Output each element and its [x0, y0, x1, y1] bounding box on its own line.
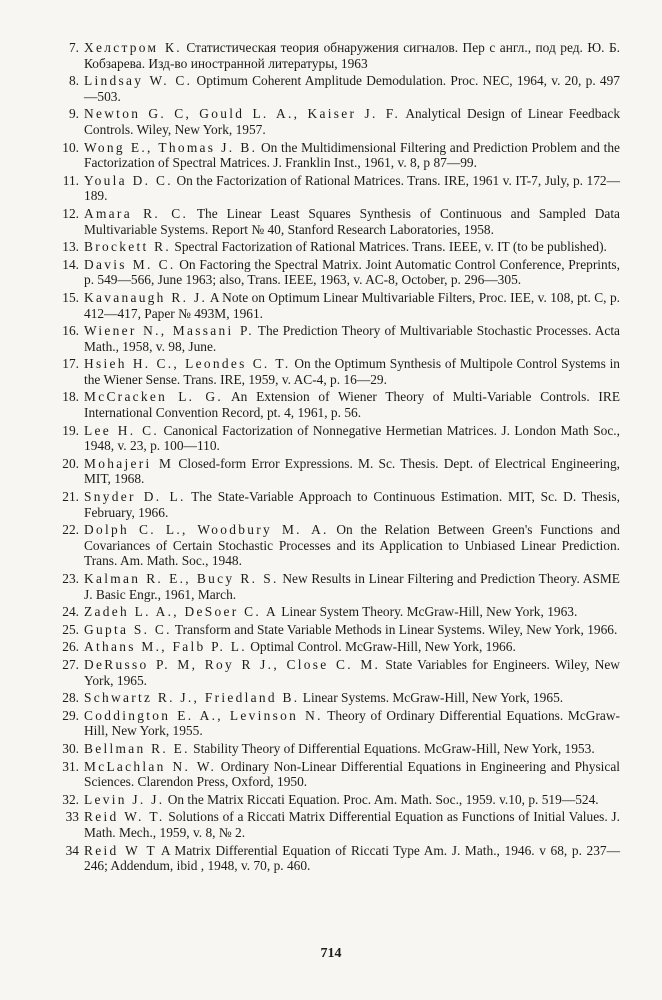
reference-title: Ordinary Non-Linear Differential Equations in Engineering and Physical Sciences. Clarendon Press, Oxford, 1950. — [84, 758, 620, 790]
reference-title: Stability Theory of Differential Equations. McGraw-Hill, New York, 1953. — [193, 740, 595, 756]
reference-text — [84, 140, 620, 171]
reference-number: 34 — [65, 842, 79, 858]
reference-item — [54, 456, 620, 487]
reference-title: An Extension of Wiener Theory of Multi-Variable Controls. IRE International Convention Record, pt. 4, 1961, p. 56. — [84, 389, 621, 421]
reference-text — [84, 456, 620, 487]
reference-text — [84, 73, 620, 104]
reference-title: New Results in Linear Filtering and Prediction Theory. ASME J. Basic Engr., 1961, March. — [84, 571, 620, 602]
reference-author: Kavanaugh R. J. — [84, 289, 208, 305]
reference-text — [84, 708, 620, 739]
reference-item — [54, 40, 620, 71]
reference-author: Kalman R. E., Bucy R. S. — [84, 571, 279, 586]
reference-author: Mohajeri M — [84, 455, 174, 471]
reference-list — [54, 40, 620, 876]
reference-author: Lee H. C. — [84, 422, 159, 438]
reference-author: Reid W. T. — [84, 809, 165, 825]
reference-item — [54, 690, 620, 706]
reference-author: Wong E., Thomas J. B. — [84, 139, 258, 155]
reference-text — [84, 106, 620, 137]
reference-item — [54, 792, 620, 808]
reference-item — [54, 323, 620, 354]
reference-item — [54, 423, 620, 454]
reference-title: Solutions of a Riccati Matrix Differential Equation as Functions of Initial Values. J. Math. Mech., 1959, v. 8, № 2. — [84, 809, 620, 840]
reference-item — [54, 106, 620, 137]
reference-text — [84, 741, 620, 757]
reference-author: Zadeh L. A., DeSoer C. A — [84, 604, 278, 620]
reference-item — [54, 389, 620, 420]
reference-item — [54, 622, 620, 638]
reference-author: Davis M. C. — [84, 256, 176, 272]
reference-number: 18. — [62, 389, 79, 405]
reference-number: 32. — [62, 791, 79, 807]
reference-title: Статистическая теория обнаружения сигналов. Пер с англ., под ред. Ю. Б. Кобзарева. Изд-во иностранной литературы, 1963 — [84, 40, 620, 71]
reference-author: Schwartz R. J., Friedland B. — [84, 690, 300, 706]
reference-title: The Linear Least Squares Synthesis of Continuous and Sampled Data Multivariable Systems. Report № 40, Stanford Research Laboratories, 1958. — [84, 205, 620, 237]
reference-item — [54, 741, 620, 757]
reference-number: 20. — [62, 455, 79, 471]
reference-text — [84, 423, 620, 454]
reference-number: 21. — [62, 489, 79, 505]
reference-text — [84, 356, 620, 387]
reference-text — [84, 639, 620, 655]
reference-item — [54, 356, 620, 387]
reference-title: Theory of Ordinary Differential Equations. McGraw-Hill, New York, 1955. — [84, 707, 620, 739]
reference-item — [54, 290, 620, 321]
reference-text — [84, 571, 620, 602]
reference-author: Hsieh H. C., Leondes C. T. — [84, 356, 291, 372]
reference-title: On the Optimum Synthesis of Multipole Control Systems in the Wiener Sense. Trans. IRE, 1959, v. AC-4, p. 16—29. — [84, 356, 620, 387]
reference-item — [54, 759, 620, 790]
reference-title: Canonical Factorization of Nonnegative Hermetian Matrices. J. London Math Soc., 1948, v. 23, p. 100—110. — [84, 422, 620, 454]
reference-text — [84, 389, 620, 420]
reference-text — [84, 206, 620, 237]
reference-number: 30. — [62, 740, 79, 756]
reference-author: Athans M., Falb P. L. — [84, 639, 247, 655]
reference-number: 22. — [62, 522, 79, 538]
reference-text — [84, 843, 620, 874]
reference-number: 15. — [62, 289, 79, 305]
reference-item — [54, 140, 620, 171]
reference-number: 7. — [68, 40, 79, 55]
reference-item — [54, 809, 620, 840]
reference-title: The Prediction Theory of Multivariable Stochastic Processes. Acta Math., 1958, v. 98, June. — [84, 323, 621, 354]
reference-number: 33 — [65, 809, 79, 825]
reference-author: McLachlan N. W. — [84, 758, 217, 774]
reference-text — [84, 239, 620, 255]
reference-title: Analytical Design of Linear Feedback Controls. Wiley, New York, 1957. — [84, 106, 621, 137]
reference-item — [54, 73, 620, 104]
reference-author: Brockett R. — [84, 239, 172, 255]
reference-number: 27. — [62, 656, 79, 672]
reference-author: Levin J. J. — [84, 791, 165, 807]
reference-text — [84, 792, 620, 808]
reference-number: 12. — [62, 205, 79, 221]
reference-number: 31. — [62, 758, 79, 774]
reference-text — [84, 489, 620, 520]
reference-number: 13. — [62, 239, 79, 255]
reference-title: A Note on Optimum Linear Multivariable Filters, Proc. IEE, v. 108, pt. C, p. 412—417, Paper № 493M, 1961. — [84, 289, 620, 321]
reference-number: 8. — [68, 73, 79, 89]
reference-number: 24. — [62, 604, 79, 620]
reference-item — [54, 206, 620, 237]
reference-author: Newton G. C, Gould L. A., Kaiser J. F. — [84, 106, 401, 122]
reference-author: Youla D. C. — [84, 172, 173, 188]
reference-title: The State-Variable Approach to Continuous Estimation. MIT, Sc. D. Thesis, February, 1966. — [84, 489, 620, 520]
reference-title: Linear System Theory. McGraw-Hill, New York, 1963. — [281, 604, 578, 620]
reference-title: On the Factorization of Rational Matrices. Trans. IRE, 1961 v. IT-7, July, p. 172—189. — [84, 172, 620, 204]
reference-text — [84, 657, 620, 688]
reference-text — [84, 759, 620, 790]
reference-item — [54, 843, 620, 874]
reference-number: 25. — [62, 621, 79, 637]
reference-author: Reid W T — [84, 842, 157, 858]
reference-author: Хелстром К. — [84, 40, 182, 55]
reference-item — [54, 708, 620, 739]
reference-text — [84, 690, 620, 706]
reference-author: Lindsay W. C. — [84, 73, 193, 89]
reference-title: On the Multidimensional Filtering and Prediction Problem and the Factorization of Spectral Matrices. J. Franklin Inst., 1961, v. 8, p 87—99. — [84, 139, 620, 171]
reference-number: 14. — [62, 256, 79, 272]
reference-number: 26. — [62, 639, 79, 655]
reference-number: 10. — [62, 139, 79, 155]
reference-text — [84, 40, 620, 71]
reference-title: Transform and State Variable Methods in Linear Systems. Wiley, New York, 1966. — [174, 621, 618, 637]
reference-author: Wiener N., Massani P. — [84, 323, 254, 339]
reference-number: 19. — [62, 422, 79, 438]
reference-text — [84, 809, 620, 840]
reference-author: McCracken L. G. — [84, 389, 223, 405]
reference-item — [54, 173, 620, 204]
reference-title: A Matrix Differential Equation of Riccati Type Am. J. Math., 1946. v 68, p. 237—246; Addendum, ibid , 1948, v. 70, p. 460. — [84, 842, 621, 874]
reference-author: Dolph C. L., Woodbury M. A. — [84, 522, 329, 538]
reference-title: On Factoring the Spectral Matrix. Joint Automatic Control Conference, Preprints, p. 549—566, June 1963; also, Trans. IEEE, 1963, v. AC-8, October, p. 296—305. — [84, 256, 620, 288]
reference-item — [54, 639, 620, 655]
reference-title: State Variables for Engineers. Wiley, New York, 1965. — [84, 656, 620, 688]
reference-title: Closed-form Error Expressions. M. Sc. Thesis. Dept. of Electrical Engineering, MIT, 1968. — [84, 455, 620, 487]
reference-number: 11. — [62, 172, 79, 188]
reference-text — [84, 257, 620, 288]
reference-text — [84, 173, 620, 204]
reference-text — [84, 323, 620, 354]
reference-number: 16. — [62, 323, 79, 339]
reference-item — [54, 657, 620, 688]
reference-item — [54, 522, 620, 569]
reference-author: DeRusso P. M, Roy R J., Close C. M. — [84, 656, 381, 672]
reference-number: 17. — [62, 356, 79, 372]
reference-item — [54, 257, 620, 288]
reference-item — [54, 571, 620, 602]
page-number: 714 — [320, 946, 342, 961]
reference-item — [54, 489, 620, 520]
reference-author: Coddington E. A., Levinson N. — [84, 707, 323, 723]
reference-title: Linear Systems. McGraw-Hill, New York, 1965. — [302, 690, 564, 706]
reference-author: Snyder D. L. — [84, 489, 186, 505]
reference-text — [84, 290, 620, 321]
reference-number: 29. — [62, 707, 79, 723]
reference-item — [54, 239, 620, 255]
reference-number: 9. — [68, 106, 79, 122]
reference-author: Amara R. C. — [84, 205, 189, 221]
reference-title: On the Relation Between Green's Functions and Covariances of Certain Stochastic Processes and its Application to Unbiased Linear Prediction. Trans. Am. Math. Soc., 1948. — [84, 522, 620, 569]
reference-author: Gupta S. C. — [84, 621, 172, 637]
reference-title: Spectral Factorization of Rational Matrices. Trans. IEEE, v. IT (to be published). — [174, 239, 607, 255]
reference-title: On the Matrix Riccati Equation. Proc. Am. Math. Soc., 1959. v.10, p. 519—524. — [167, 791, 599, 807]
reference-title: Optimal Control. McGraw-Hill, New York, 1966. — [250, 639, 516, 655]
reference-item — [54, 604, 620, 620]
reference-text — [84, 522, 620, 569]
reference-author: Bellman R. E. — [84, 740, 190, 756]
reference-text — [84, 622, 620, 638]
reference-number: 28. — [62, 690, 79, 706]
reference-number: 23. — [62, 571, 79, 586]
reference-title: Optimum Coherent Amplitude Demodulation. Proc. NEC, 1964, v. 20, p. 497—503. — [84, 73, 620, 104]
reference-text — [84, 604, 620, 620]
